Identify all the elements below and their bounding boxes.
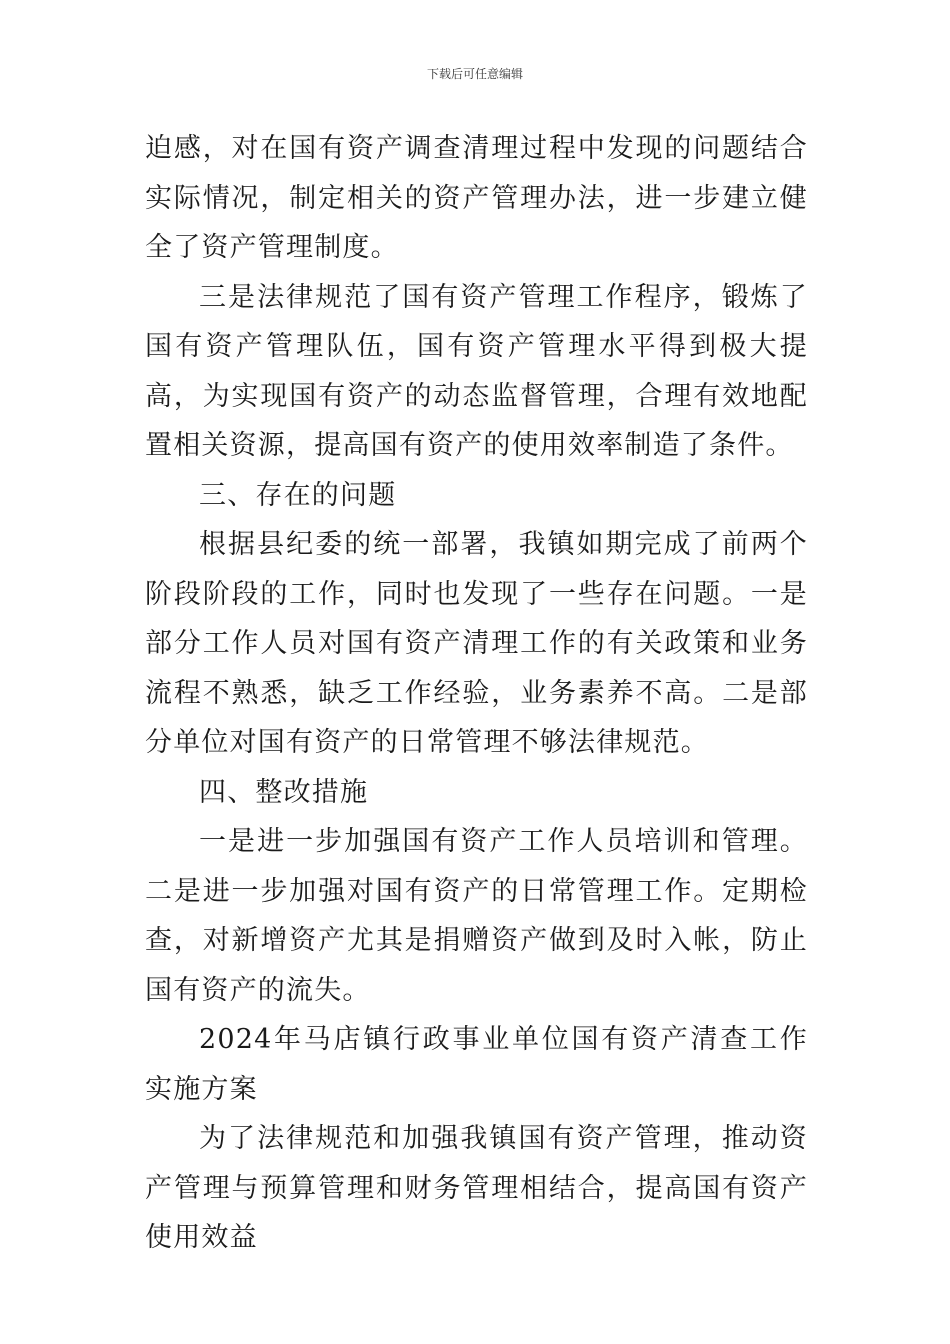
- document-title-plan: 2024年马店镇行政事业单位国有资产清查工作实施方案: [145, 1024, 808, 1105]
- paragraph-plan-intro: 为了法律规范和加强我镇国有资产管理，推动资产管理与预算管理和财务管理相结合，提高国有资产使用效益: [145, 1123, 808, 1253]
- section-heading-rectification: 四、整改措施: [199, 776, 369, 808]
- paragraph-problems: 根据县纪委的统一部署，我镇如期完成了前两个阶段阶段的工作，同时也发现了一些存在问题。一是部分工作人员对国有资产清理工作的有关政策和业务流程不熟悉，缺乏工作经验，业务素养不高。二是部分单位对国有资产的日常管理不够法律规范。: [145, 529, 808, 758]
- paragraph-rectification: 一是进一步加强国有资产工作人员培训和管理。二是进一步加强对国有资产的日常管理工作。定期检查，对新增资产尤其是捐赠资产做到及时入帐，防止国有资产的流失。: [145, 826, 808, 1006]
- paragraph-point-three: 三是法律规范了国有资产管理工作程序，锻炼了国有资产管理队伍，国有资产管理水平得到极大提高，为实现国有资产的动态监督管理，合理有效地配置相关资源，提高国有资产的使用效率制造了条件。: [145, 281, 808, 461]
- paragraph-continuation: 迫感，对在国有资产调查清理过程中发现的问题结合实际情况，制定相关的资产管理办法，进一步建立健全了资产管理制度。: [145, 133, 808, 263]
- section-heading-problems: 三、存在的问题: [199, 479, 397, 511]
- page-header-note: 下载后可任意编辑: [426, 67, 523, 81]
- document-body: [145, 124, 808, 1263]
